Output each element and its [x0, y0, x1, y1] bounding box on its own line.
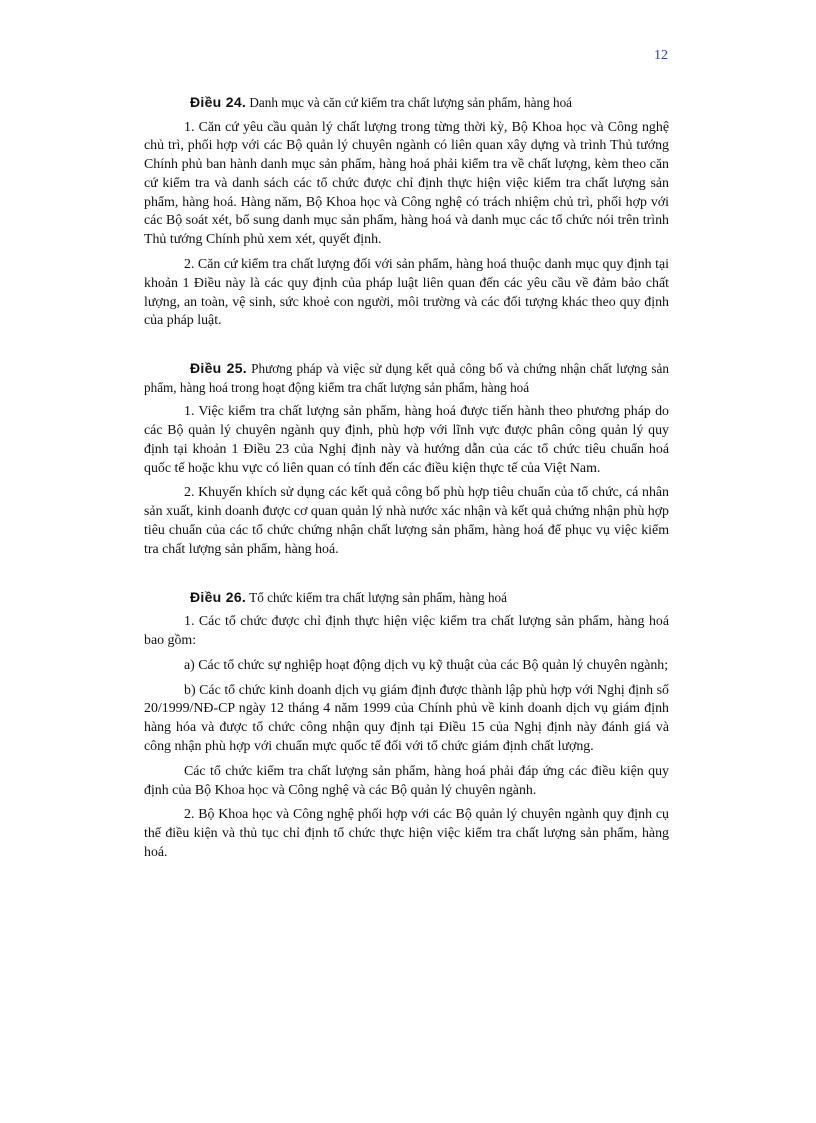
- paragraph: 2. Căn cứ kiểm tra chất lượng đối với sản phẩm, hàng hoá thuộc danh mục quy định tại khoản 1 Điều này là các quy định của pháp luật liên quan đến các yêu cầu về đảm bảo chất lượng, an toàn, vệ sinh, sức khoẻ con người, môi trường và các đối tượng khác theo quy định của pháp luật.: [144, 257, 669, 329]
- article-heading: [144, 359, 669, 397]
- document-body: [144, 93, 669, 869]
- article-heading: [144, 588, 669, 608]
- paragraph: Các tổ chức kiểm tra chất lượng sản phẩm, hàng hoá phải đáp ứng các điều kiện quy định của Bộ Khoa học và Công nghệ và các Bộ quản lý chuyên ngành.: [144, 763, 669, 798]
- article-number: Điều 24.: [190, 94, 247, 110]
- article-25: [144, 359, 669, 559]
- article-title: Phương pháp và việc sử dụng kết quả công bố và chứng nhận chất lượng sản phẩm, hàng hoá trong hoạt động kiểm tra chất lượng sản phẩm, hàng hoá: [144, 361, 669, 395]
- paragraph: 1. Căn cứ yêu cầu quản lý chất lượng trong từng thời kỳ, Bộ Khoa học và Công nghệ chủ trì, phối hợp với các Bộ quản lý chuyên ngành có liên quan xây dựng và trình Thủ tướng Chính phủ ban hành danh mục sản phẩm, hàng hoá phải kiểm tra về chất lượng, kèm theo căn cứ kiểm tra và danh sách các tổ chức được chỉ định thực hiện việc kiểm tra chất lượng sản phẩm, hàng hoá. Hàng năm, Bộ Khoa học và Công nghệ có trách nhiệm chủ trì, phối hợp với các Bộ soát xét, bổ sung danh mục sản phẩm, hàng hoá và danh mục các tổ chức nói trên trình Thủ tướng Chính phủ xem xét, quyết định.: [144, 119, 669, 248]
- article-title: Danh mục và căn cứ kiểm tra chất lượng sản phẩm, hàng hoá: [249, 95, 573, 110]
- page-number: 12: [654, 48, 668, 63]
- article-number: Điều 25.: [190, 360, 247, 377]
- paragraph: a) Các tổ chức sự nghiệp hoạt động dịch vụ kỹ thuật của các Bộ quản lý chuyên ngành;: [184, 657, 669, 673]
- paragraph: 1. Các tổ chức được chỉ định thực hiện việc kiểm tra chất lượng sản phẩm, hàng hoá bao gồm:: [144, 614, 669, 648]
- paragraph: 2. Bộ Khoa học và Công nghệ phối hợp với các Bộ quản lý chuyên ngành quy định cụ thể điều kiện và thủ tục chỉ định tổ chức thực hiện việc kiểm tra chất lượng sản phẩm, hàng hoá.: [144, 807, 669, 860]
- paragraph: 1. Việc kiểm tra chất lượng sản phẩm, hàng hoá được tiến hành theo phương pháp do các Bộ quản lý chuyên ngành quy định, phù hợp với lĩnh vực được phân công quản lý quy định tại khoản 1 Điều 23 của Nghị định này và hướng dẫn của các tổ chức tiêu chuẩn hoá quốc tế hoặc khu vực có liên quan có tính đến các điều kiện thực tế của Việt Nam.: [144, 404, 669, 476]
- article-26: [144, 588, 669, 863]
- paragraph: b) Các tổ chức kinh doanh dịch vụ giám định được thành lập phù hợp với Nghị định số 20/1999/NĐ-CP ngày 12 tháng 4 năm 1999 của Chính phủ về kinh doanh dịch vụ giám định hàng hóa và được tổ chức công nhận quy định tại Điều 15 của Nghị định này đánh giá và công nhận phù hợp với chuẩn mực quốc tế đối với tổ chức giám định chất lượng.: [144, 682, 669, 754]
- article-heading: [144, 93, 669, 113]
- article-title: Tổ chức kiểm tra chất lượng sản phẩm, hàng hoá: [249, 589, 507, 605]
- paragraph: 2. Khuyến khích sử dụng các kết quả công bố phù hợp tiêu chuẩn của tổ chức, cá nhân sản xuất, kinh doanh được cơ quan quản lý nhà nước xác nhận và kết quả chứng nhận phù hợp tiêu chuẩn của các tổ chức chứng nhận chất lượng sản phẩm, hàng hoá để phục vụ việc kiểm tra chất lượng sản phẩm, hàng hoá.: [144, 485, 669, 557]
- article-24: [144, 93, 669, 331]
- article-number: Điều 26.: [190, 588, 247, 605]
